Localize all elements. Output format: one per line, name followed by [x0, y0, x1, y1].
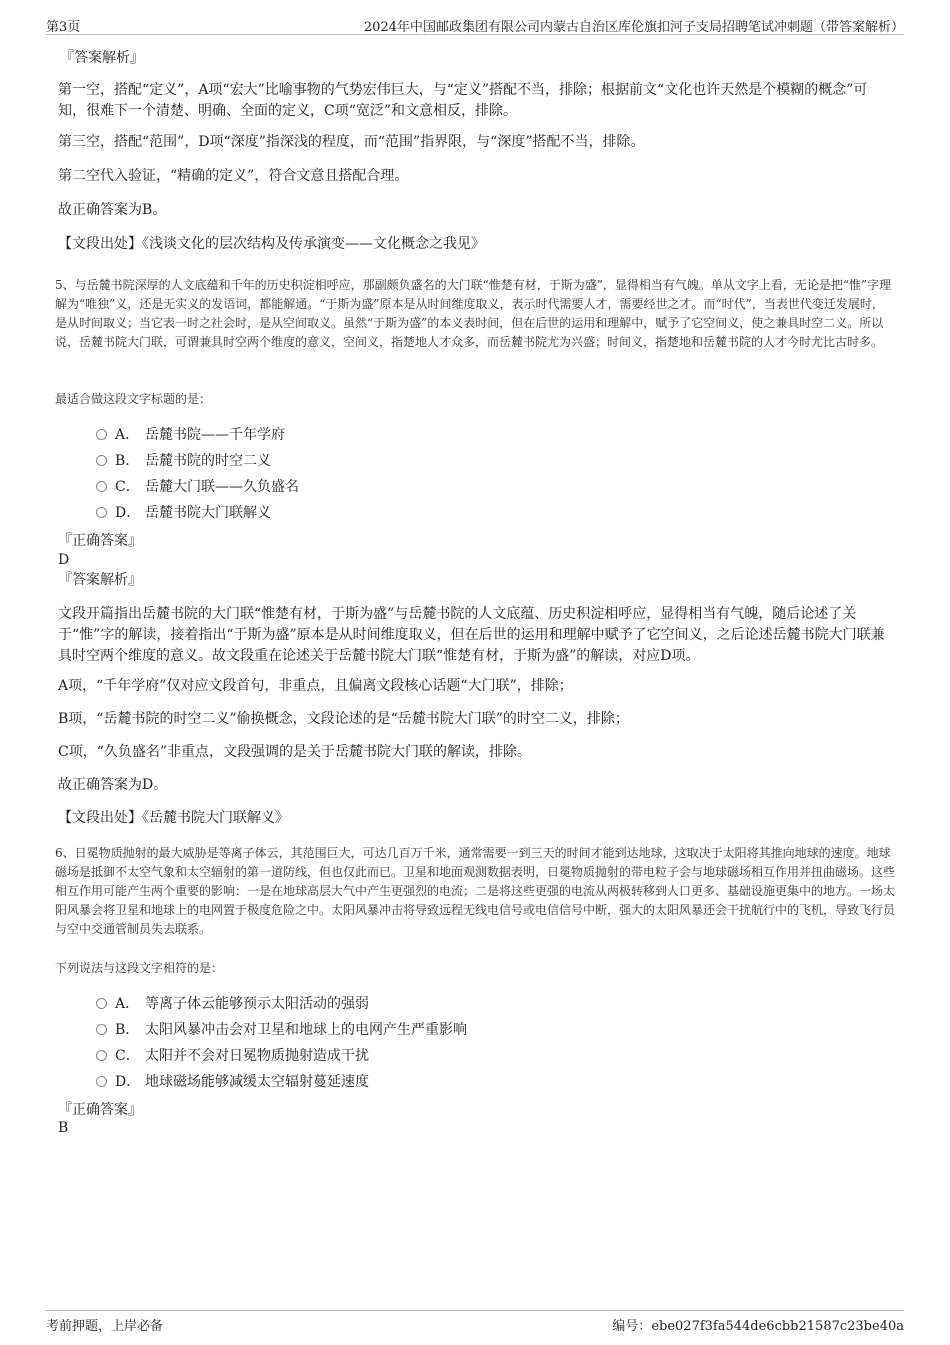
q5-stem: 5、与岳麓书院深厚的人文底蕴和千年的历史积淀相呼应，那副颇负盛名的大门联“惟楚有材，于斯为盛”，显得相当有气魄。单从文字上看，无论是把“惟”字理解为“唯独”义，还是无实义的发语词，都能解通。“于斯为盛”原本是从时间维度取义，表示时代需要人才，需要经世之才。而“时代”，当表世代变迁发展时，是从时间取义；当它表一时之社会时，是从空间取义。虽然“于斯为盛”的本义表时间，但在后世的运用和理解中，赋予了它空间义，使之兼具时空二义。所以说，岳麓书院大门联，可谓兼具时空两个维度的意义，空间义，指楚地人才众多，而岳麓书院尤为兴盛；时间义，指楚地和岳麓书院的人才今时尤比古时多。 [55, 278, 892, 349]
q6-question: 下列说法与这段文字相符的是： [55, 961, 224, 975]
q5-analysis-para3: B项，“岳麓书院的时空二义”偷换概念，文段论述的是“岳麓书院大门联”的时空二义，排除； [58, 711, 629, 727]
q4-analysis-para1: 第一空，搭配“定义”，A项“宏大”比喻事物的气势宏伟巨大，与“定义”搭配不当，排除；根据前文“文化也许天然是个模糊的概念”可知，很难下一个清楚、明确、全面的定义，C项“宽泛”和文意相反，排除。 [58, 82, 868, 119]
q5-analysis-para2: A项，“千年学府”仅对应文段首句，非重点，且偏离文段核心话题“大门联”，排除； [58, 678, 573, 694]
q4-analysis-para3: 第二空代入验证，“精确的定义”，符合文意且搭配合理。 [58, 168, 409, 184]
q4-source: 【文段出处】《浅谈文化的层次结构及传承演变——文化概念之我见》 [58, 236, 485, 252]
q5-analysis-para4: C项，“久负盛名”非重点，文段强调的是关于岳麓书院大门联的解读，排除。 [58, 744, 532, 760]
q5-analysis-para5: 故正确答案为D。 [58, 777, 168, 793]
page-footer [46, 1310, 904, 1335]
page-number: 第3页 [46, 20, 81, 35]
q5-option-d[interactable]: D． 岳麓书院大门联解义 [96, 503, 271, 523]
q5-option-a[interactable]: A． 岳麓书院——千年学府 [96, 425, 285, 445]
page-header [46, 14, 904, 35]
q5-option-c[interactable]: C． 岳麓大门联——久负盛名 [96, 477, 299, 497]
radio-icon[interactable] [96, 429, 107, 440]
q5-source: 【文段出处】《岳麓书院大门联解义》 [58, 810, 289, 826]
q6-stem: 6、日冕物质抛射的最大威胁是等离子体云，其范围巨大，可达几百万千米，通常需要一到三天的时间才能到达地球，这取决于太阳将其推向地球的速度。地球磁场是抵御不太空气象和太空辐射的第一道防线，但也仅此而已。卫星和地面观测数据表明，日冕物质抛射的带电粒子会与地球磁场相互作用并扭曲磁场。这些相互作用可能产生两个重要的影响：一是在地球高层大气中产生更强烈的电流；二是将这些更强的电流从两极转移到人口更多、基础设施更集中的地方。一场太阳风暴会将卫星和地球上的电网置于极度危险之中。太阳风暴冲击将导致远程无线电信号或电信信号中断，强大的太阳风暴还会干扰航行中的飞机，导致飞行员与空中交通管制员失去联系。 [55, 846, 896, 936]
q5-answer-label: 『正确答案』 [58, 533, 142, 549]
radio-icon[interactable] [96, 1076, 107, 1087]
q6-option-a[interactable]: A． 等离子体云能够预示太阳活动的强弱 [96, 994, 369, 1014]
q4-analysis-label: 『答案解析』 [60, 50, 144, 66]
q6-answer: B [58, 1120, 69, 1136]
q4-analysis-para2: 第三空，搭配“范围”，D项“深度”指深浅的程度，而“范围”指界限，与“深度”搭配不当，排除。 [58, 134, 645, 150]
q5-answer: D [58, 552, 70, 568]
q6-option-d[interactable]: D． 地球磁场能够减缓太空辐射蔓延速度 [96, 1072, 369, 1092]
q6-option-c[interactable]: C． 太阳并不会对日冕物质抛射造成干扰 [96, 1046, 369, 1066]
document-code: 编号：ebe027f3fa544de6cbb21587c23be40a [612, 1319, 904, 1334]
q5-question: 最适合做这段文字标题的是： [55, 392, 212, 406]
document-title: 2024年中国邮政集团有限公司内蒙古自治区库伦旗扣河子支局招聘笔试冲刺题（带答案解析） [363, 20, 904, 35]
q5-analysis-para1: 文段开篇指出岳麓书院的大门联“惟楚有材，于斯为盛”与岳麓书院的人文底蕴、历史积淀相呼应，显得相当有气魄，随后论述了关于“惟”字的解读，接着指出“于斯为盛”原本是从时间维度取义，但在后世的运用和理解中赋予了它空间义，之后论述岳麓书院大门联兼具时空两个维度的意义。故文段重在论述关于岳麓书院大门联“惟楚有材，于斯为盛”的解读，对应D项。 [58, 606, 885, 664]
q6-answer-label: 『正确答案』 [58, 1102, 142, 1118]
radio-icon[interactable] [96, 998, 107, 1009]
radio-icon[interactable] [96, 1024, 107, 1035]
footer-slogan: 考前押题，上岸必备 [46, 1319, 164, 1334]
radio-icon[interactable] [96, 507, 107, 518]
radio-icon[interactable] [96, 481, 107, 492]
q4-analysis-para4: 故正确答案为B。 [58, 202, 167, 218]
q5-option-b[interactable]: B． 岳麓书院的时空二义 [96, 451, 271, 471]
q5-analysis-label: 『答案解析』 [58, 572, 142, 588]
radio-icon[interactable] [96, 1050, 107, 1061]
radio-icon[interactable] [96, 455, 107, 466]
q6-option-b[interactable]: B． 太阳风暴冲击会对卫星和地球上的电网产生严重影响 [96, 1020, 467, 1040]
